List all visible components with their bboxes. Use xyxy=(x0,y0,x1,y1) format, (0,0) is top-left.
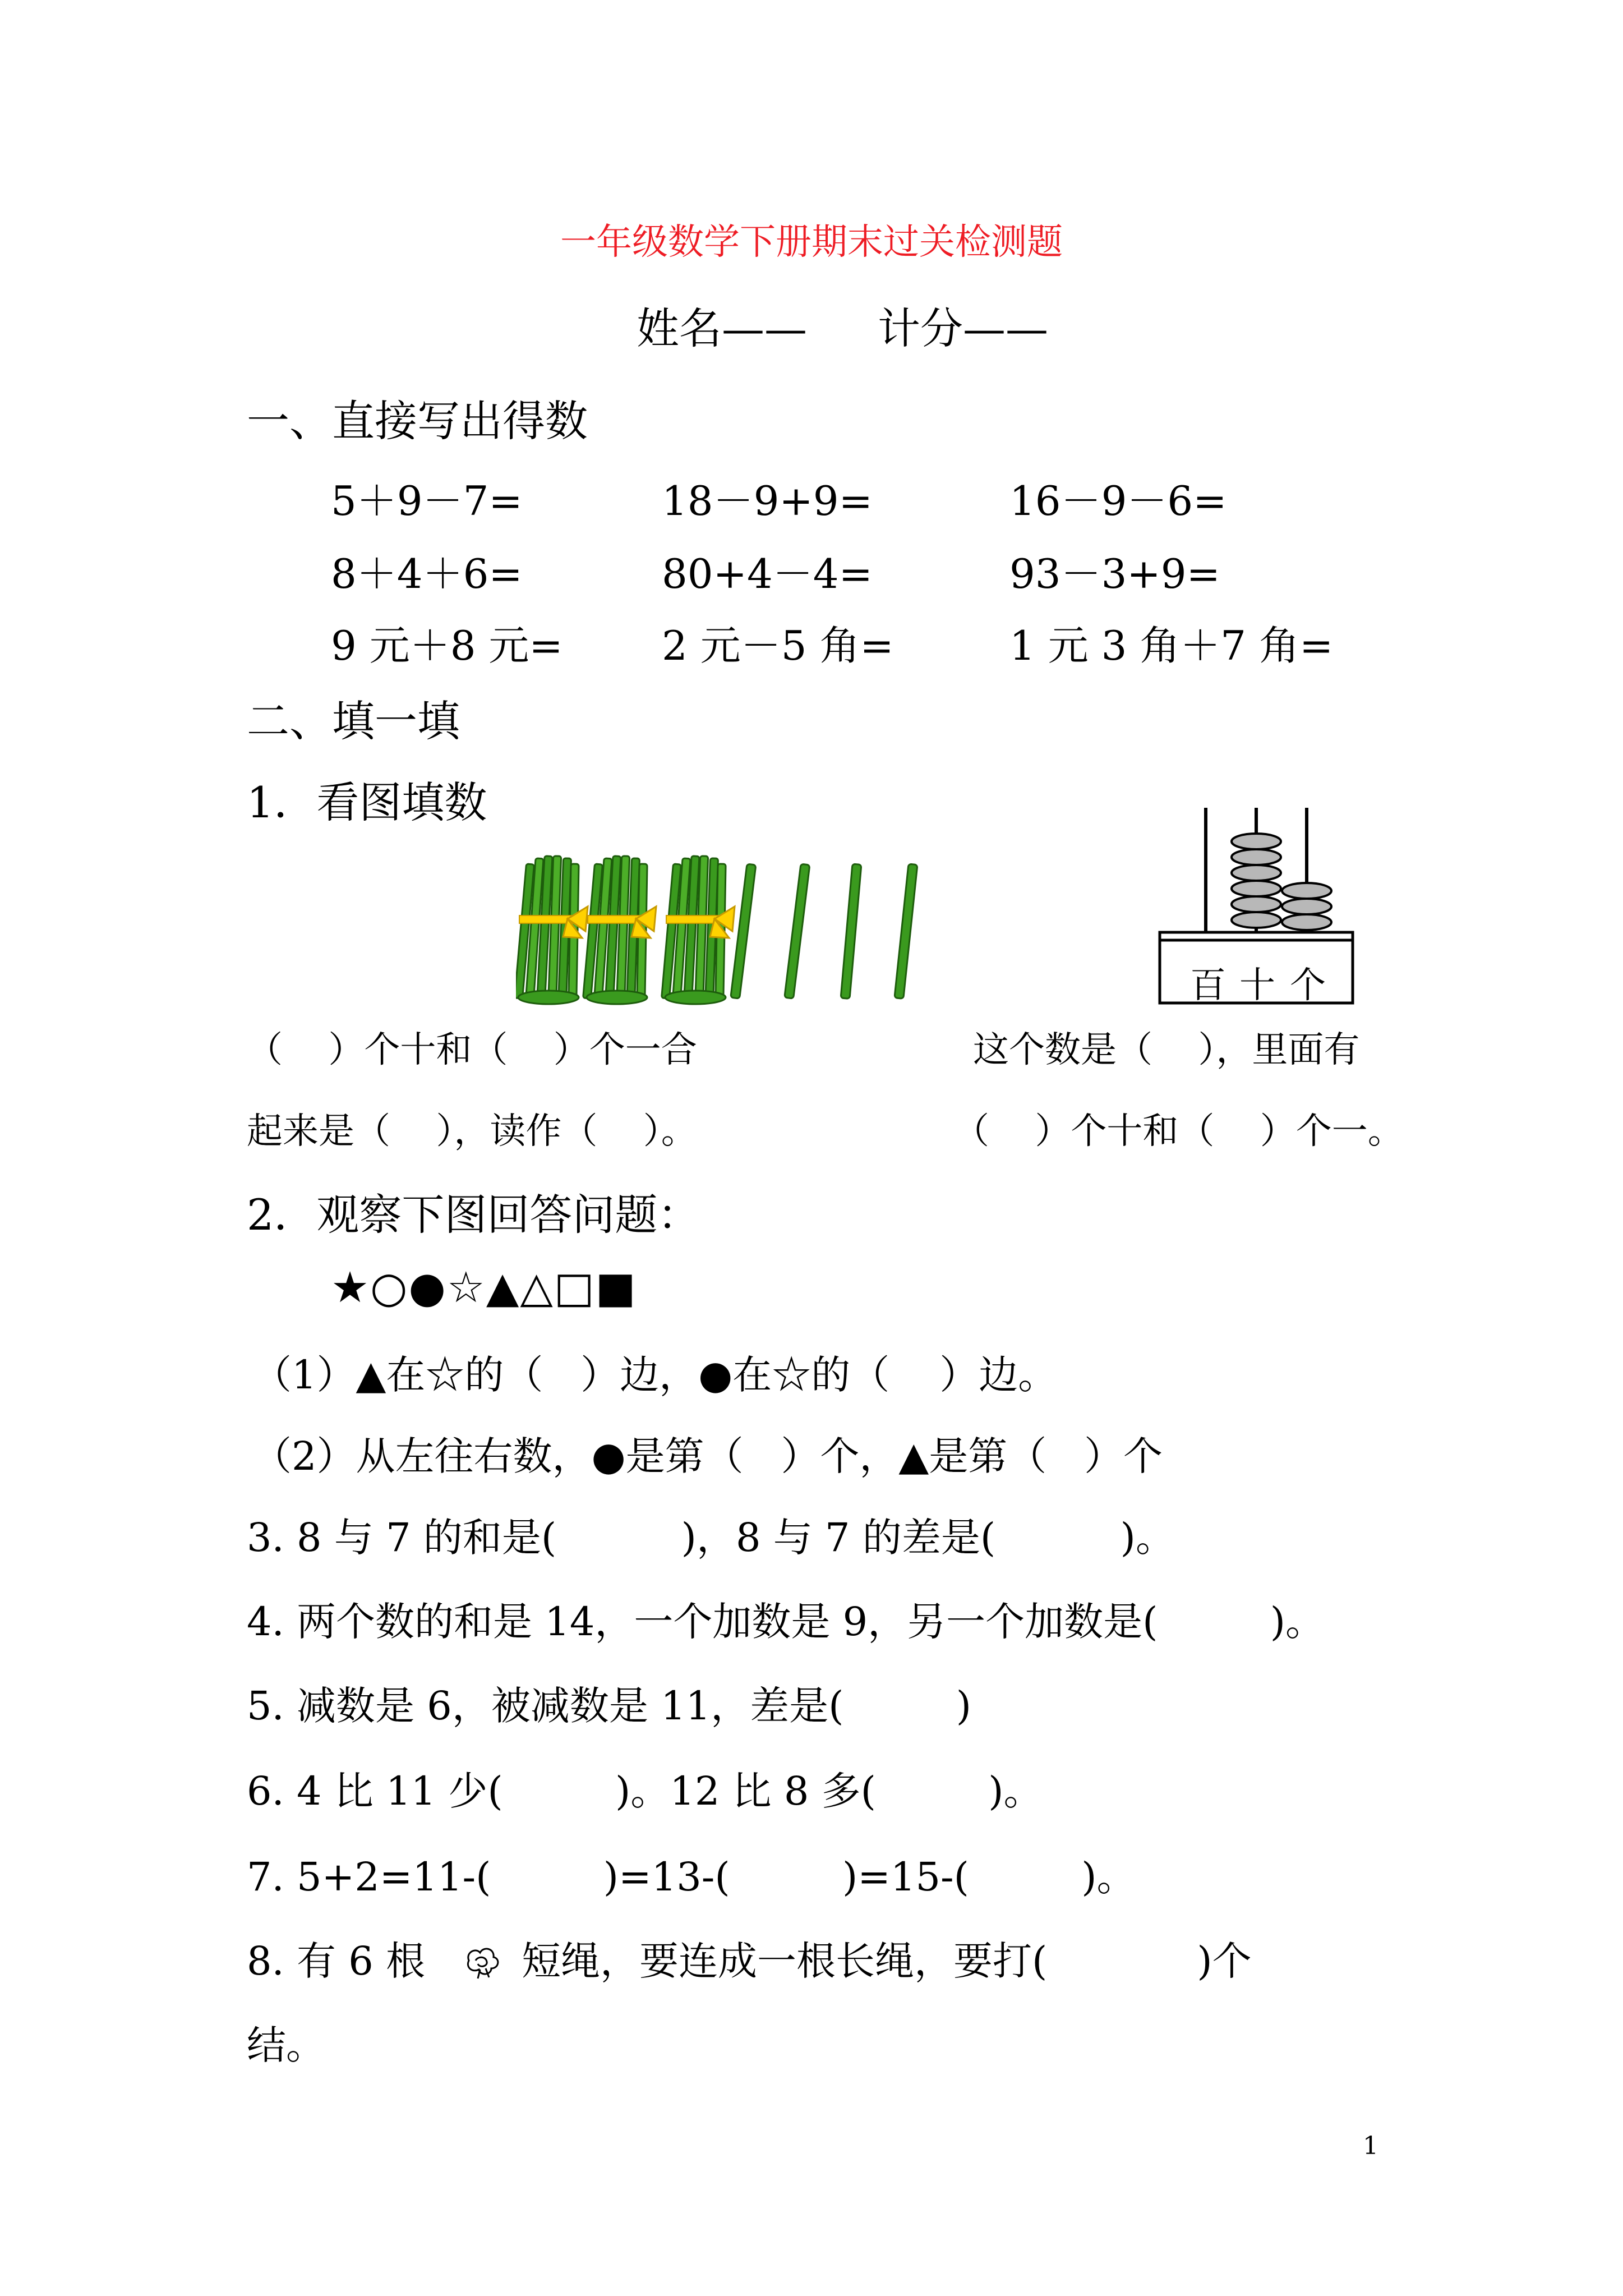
question-7: 7. 5+2=11-( )=13-( )=15-( )。 xyxy=(247,1854,1136,1900)
shapes-row: ★○●☆▲△□■ xyxy=(331,1262,637,1312)
sticks-bundle-icon xyxy=(583,856,656,1004)
sticks-illustration xyxy=(516,853,942,1010)
calc-1-1: 5＋9－7= xyxy=(331,477,523,524)
q2-sub1: （1）▲在☆的（ ）边，●在☆的（ ）边。 xyxy=(252,1352,1058,1398)
calc-1-2: 18－9+9= xyxy=(662,477,873,524)
calc-1-3: 16－9－6= xyxy=(1009,477,1227,524)
q1-left-line1: （ ）个十和（ ）个一合 xyxy=(247,1029,697,1071)
stick-icon xyxy=(785,864,810,999)
calc-3-3: 1 元 3 角＋7 角= xyxy=(1009,622,1334,669)
question-5: 5. 减数是 6，被减数是 11，差是( ) xyxy=(247,1683,972,1729)
page-title: 一年级数学下册期末过关检测题 xyxy=(560,222,1063,263)
question-8-part2: 短绳，要连成一根长绳，要打( )个 xyxy=(522,1938,1252,1984)
q2-heading: 2．观察下图回答问题： xyxy=(247,1190,700,1240)
sticks-bundle-icon xyxy=(662,856,735,1004)
question-8-part1: 8. 有 6 根 xyxy=(247,1938,426,1984)
q1-heading: 1．看图填数 xyxy=(247,777,487,827)
question-8-line2: 结。 xyxy=(247,2022,325,2068)
calc-3-1: 9 元＋8 元= xyxy=(331,622,563,669)
abacus-label-tens: 十 xyxy=(1239,965,1275,1006)
q1-left-line2: 起来是（ ），读作（ ）。 xyxy=(247,1111,697,1152)
sticks-bundle-icon xyxy=(516,856,588,1004)
q1-right-line2: （ ）个十和（ ）个一。 xyxy=(953,1111,1404,1152)
page-number: 1 xyxy=(1363,2132,1378,2160)
stick-icon xyxy=(731,864,756,999)
calc-2-1: 8＋4＋6= xyxy=(331,550,523,597)
question-3: 3. 8 与 7 的和是( )，8 与 7 的差是( )。 xyxy=(247,1515,1175,1561)
abacus-label-hundreds: 百 xyxy=(1190,965,1226,1006)
question-6: 6. 4 比 11 少( )。12 比 8 多( )。 xyxy=(247,1768,1043,1814)
name-label: 姓名—— xyxy=(637,303,807,353)
rope-icon xyxy=(463,1944,502,1983)
calc-2-3: 93－3+9= xyxy=(1009,550,1220,597)
stick-icon xyxy=(895,864,917,999)
section2-heading: 二、填一填 xyxy=(247,696,460,746)
q2-sub2: （2）从左往右数，●是第（ ）个，▲是第（ ）个 xyxy=(252,1433,1163,1479)
abacus-label-ones: 个 xyxy=(1290,965,1326,1006)
stick-icon xyxy=(841,864,861,999)
score-label: 计分—— xyxy=(878,303,1048,353)
q1-right-line1: 这个数是（ ），里面有 xyxy=(973,1029,1360,1071)
question-4: 4. 两个数的和是 14，一个加数是 9，另一个加数是( )。 xyxy=(247,1599,1325,1645)
calc-2-2: 80+4－4= xyxy=(662,550,873,597)
section1-heading: 一、直接写出得数 xyxy=(247,396,588,446)
calc-3-2: 2 元－5 角= xyxy=(662,622,894,669)
